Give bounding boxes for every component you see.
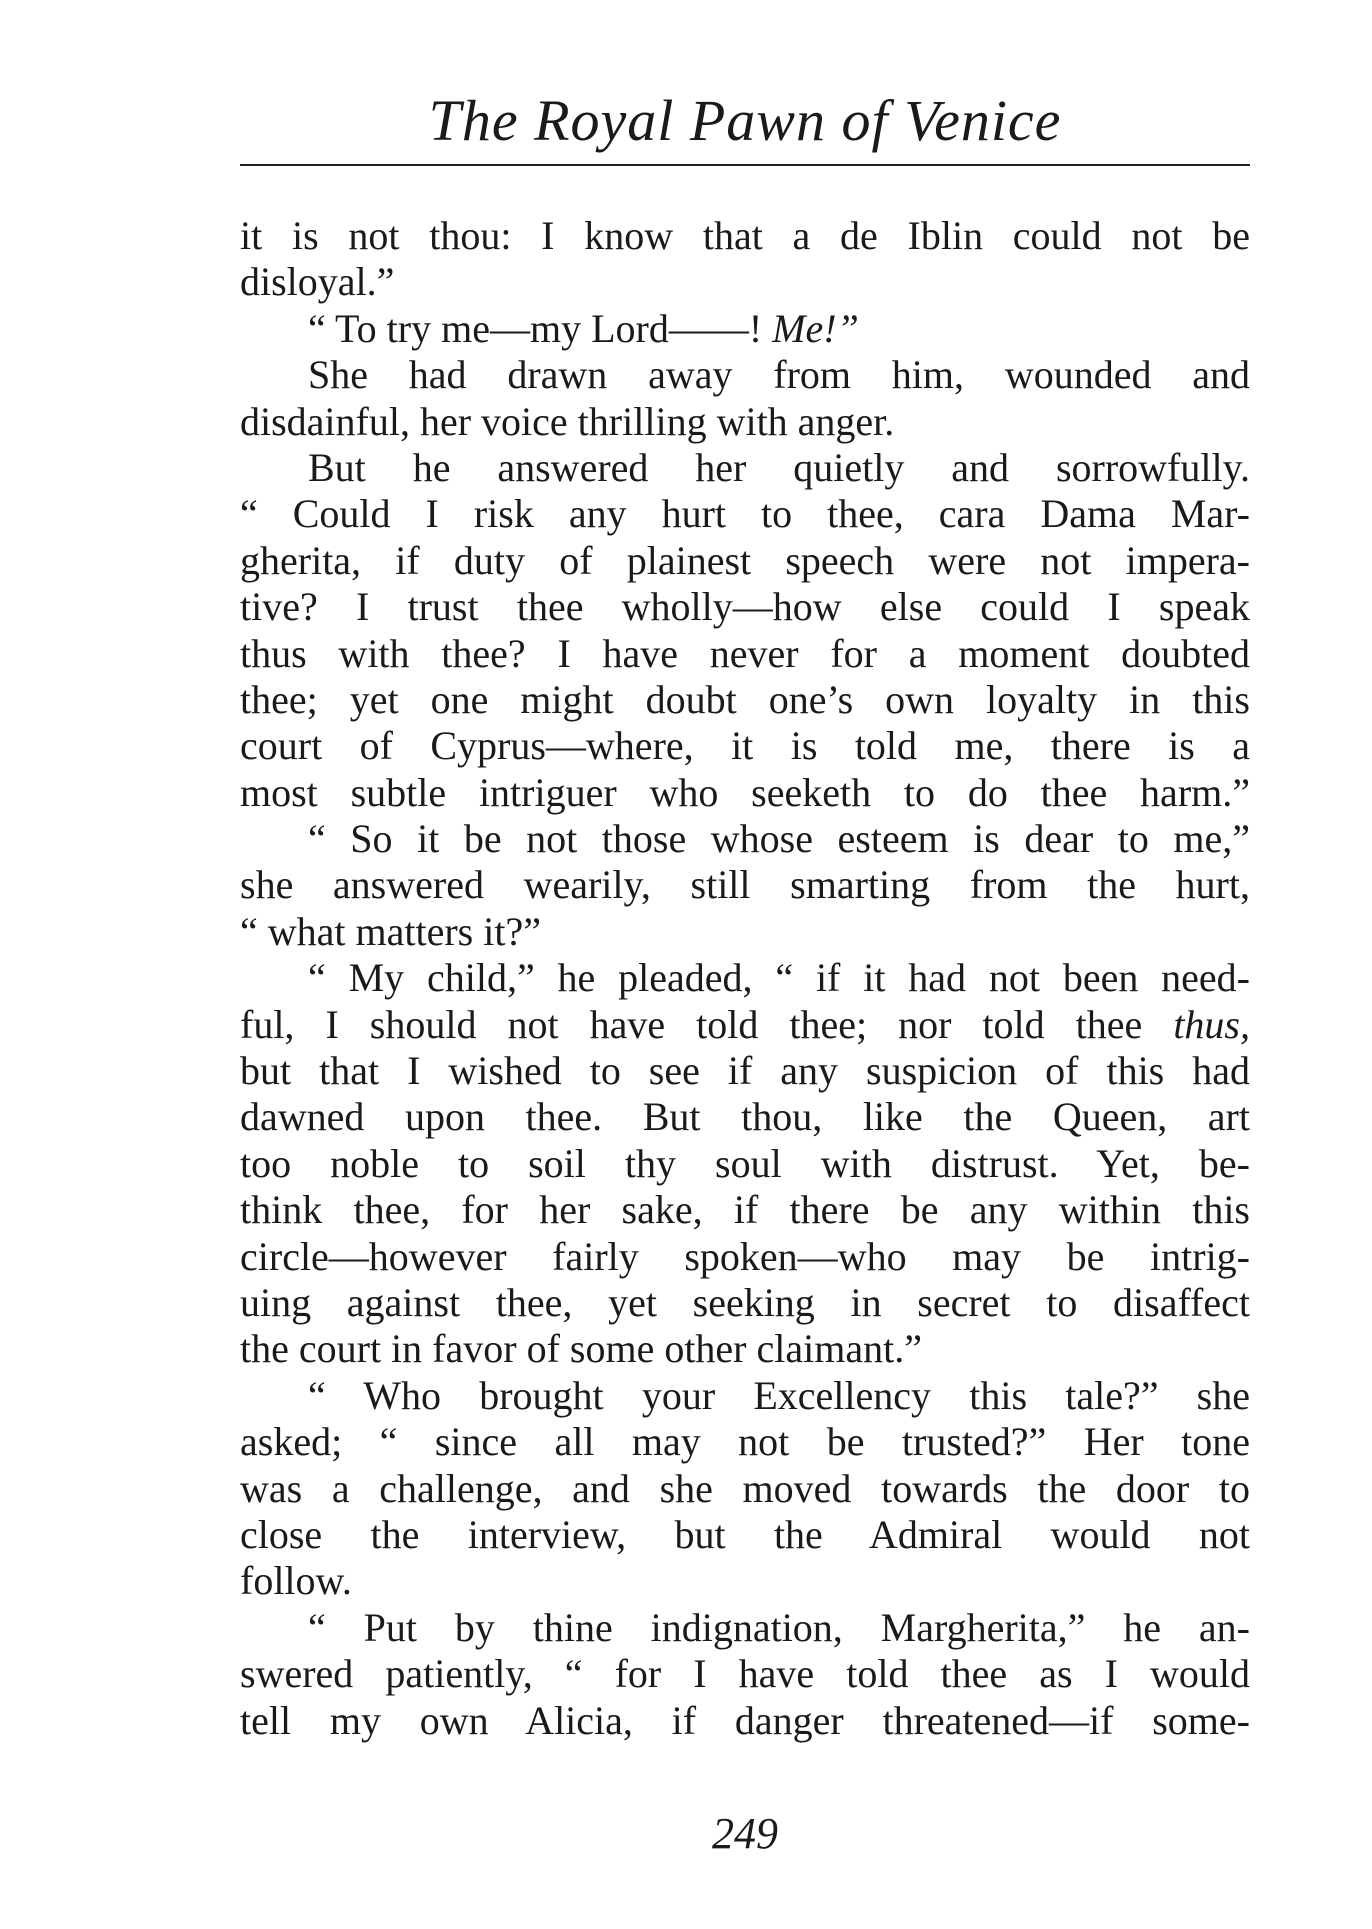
text-line: most subtle intriguer who seeketh to do thee harm.”	[240, 769, 1250, 815]
text-line: the court in favor of some other claimant.”	[240, 1326, 922, 1372]
emphasis: Me!”	[772, 305, 859, 351]
text-line: tell my own Alicia, if danger threatened—if some-	[240, 1697, 1250, 1743]
text-line: She had drawn away from him, wounded and	[308, 352, 1250, 398]
text-line: circle—however fairly spoken—who may be intrig-	[240, 1233, 1250, 1279]
text-line: court of Cyprus—where, it is told me, there is a	[240, 723, 1250, 769]
running-head: The Royal Pawn of Venice	[428, 88, 1062, 153]
body-text	[240, 213, 1250, 1744]
text-line: “ what matters it?”	[240, 908, 541, 954]
page-number: 249	[712, 1809, 778, 1858]
text-line: tive? I trust thee wholly—how else could I speak	[240, 584, 1250, 630]
text-line: dawned upon thee. But thou, like the Queen, art	[240, 1094, 1250, 1140]
text-line: “ Could I risk any hurt to thee, cara Dama Mar-	[240, 491, 1250, 537]
text-line: thus with thee? I have never for a moment doubted	[240, 630, 1250, 676]
text-line: uing against thee, yet seeking in secret to disaffect	[240, 1279, 1250, 1325]
text-line: think thee, for her sake, if there be any within this	[240, 1187, 1250, 1233]
emphasis: thus,	[1173, 1001, 1250, 1047]
text-line: swered patiently, “ for I have told thee as I would	[240, 1651, 1250, 1697]
text-line: she answered wearily, still smarting from the hurt,	[240, 862, 1250, 908]
text-line: disloyal.”	[240, 259, 395, 305]
text-line: was a challenge, and she moved towards the door to	[240, 1465, 1250, 1511]
text-line: “ So it be not those whose esteem is dear to me,”	[308, 816, 1250, 862]
text-line: thee; yet one might doubt one’s own loyalty in this	[240, 676, 1250, 722]
text-line: disdainful, her voice thrilling with anger.	[240, 398, 895, 444]
text-line: “ Who brought your Excellency this tale?” she	[308, 1372, 1250, 1418]
text-line: it is not thou: I know that a de Iblin could not be	[240, 213, 1250, 258]
header-rule	[240, 164, 1250, 166]
text-line: “ To try me—my Lord——! Me!”	[308, 305, 859, 351]
text-line: but that I wished to see if any suspicion of this had	[240, 1048, 1250, 1094]
text-line: “ My child,” he pleaded, “ if it had not been need-	[308, 955, 1250, 1001]
text-line: asked; “ since all may not be trusted?” Her tone	[240, 1419, 1250, 1465]
text-line: follow.	[240, 1558, 352, 1604]
text-line: “ Put by thine indignation, Margherita,” he an-	[308, 1604, 1250, 1650]
text-line: ful, I should not have told thee; nor told thee thus,	[240, 1001, 1250, 1047]
text-line: But he answered her quietly and sorrowfully.	[308, 444, 1250, 490]
text-line: too noble to soil thy soul with distrust. Yet, be-	[240, 1140, 1250, 1186]
text-line: close the interview, but the Admiral would not	[240, 1511, 1250, 1557]
text-line: gherita, if duty of plainest speech were not impera-	[240, 537, 1250, 583]
